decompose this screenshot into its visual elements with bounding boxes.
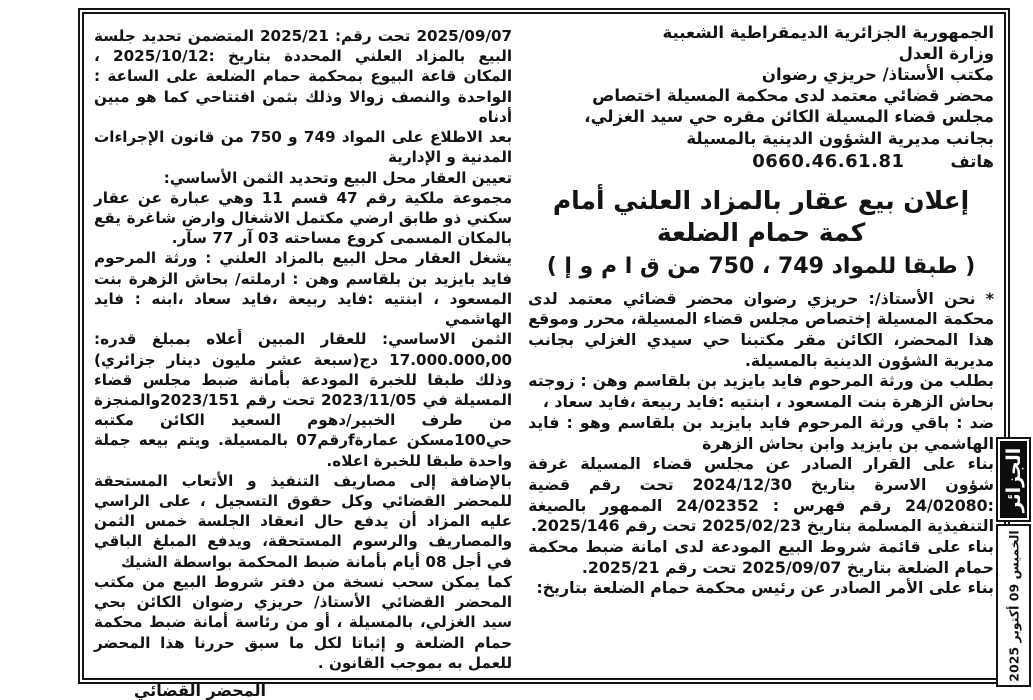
council-line: مجلس قضاء المسيلة الكائن مقره حي سيد الغزلي، xyxy=(584,107,994,127)
paragraph-base-price: الثمن الاساسي: للعقار المبين أعلاه بمبلغ قدره: 17.000.000,00 دج(سبعة عشر مليون دينار جزائري) وذلك طبقا للخبرة المودعة بأمانة ضبط مجلس قضاء المسيلة في 2023/11/05 تحت رقم 2023/151والمنجزة من طرف الخبير/دهوم السعيد الكائن مكتبه حي100مسكن عمارةfرقم07 بالمسيلة. ويتم بيعه جملة واحدة طبقا للخبرة اعلاه. xyxy=(94,330,513,470)
newspaper-logo-text: الجزائر xyxy=(1002,447,1025,512)
signature-judicial-officer: المحضر القضائي xyxy=(134,681,267,700)
paragraph-sale-conditions-list: بناء على قائمة شروط البيع المودعة لدى امانة ضبط محكمة حمام الضلعة بتاريخ 2025/09/07 تحت رقم 2025/21. xyxy=(528,536,994,577)
notice-title: إعلان بيع عقار بالمزاد العلني أمام كمة حمام الضلعة xyxy=(552,185,970,248)
notice-subtitle-articles: ( طبقا للمواد 749 ، 750 من ق ا م و إ ) xyxy=(546,253,976,279)
ministry-line: وزارة العدل xyxy=(898,44,994,64)
paragraph-fees-payment: بالإضافة إلى مصاريف التنفيذ و الأتعاب المستحقة للمحضر القضائي وكل حقوق التسجيل ، على الراسي عليه المزاد أن يدفع حال انعقاد الجلسة خمس الثمن والمصاريف والرسوم المستحقة، ويدفع المبلغ الباقي في أجل 08 أيام بأمانة ضبط المحكمة بواسطة الشيك xyxy=(94,471,513,571)
office-letterhead xyxy=(528,22,994,173)
paragraph-articles-reference: بعد الاطلاع على المواد 749 و 750 من قانون الإجراءات المدنية و الإدارية xyxy=(94,128,513,167)
paragraph-property-description: مجموعة ملكية رقم 47 قسم 11 وهي عبارة عن عقار سكني ذو طابق ارضي مكتمل الاشغال وارض شاغرة يقع بالمكان المسمى كروع مساحته 03 آر 77 سآر. xyxy=(94,188,513,248)
bailiff-line: محضر قضائي معتمد لدى محكمة المسيلة اختصاص xyxy=(592,86,994,106)
newspaper-date-box xyxy=(996,524,1031,687)
paragraph-president-order: بناء على الأمر الصادر عن رئيس محكمة حمام الضلعة بتاريخ: xyxy=(536,578,994,598)
phone-label: هاتف xyxy=(950,151,994,171)
office-line: مكتب الأستاذ/ حريزي رضوان xyxy=(761,65,994,85)
paragraph-court-decision: بناء على القرار الصادر عن مجلس قضاء المسيلة غرفة شؤون الاسرة بتاريخ 2024/12/30 تحت رقم قضية :24/02080 رقم فهرس : 24/02352 الممهور بالصيغة التنفيذية المسلمة بتاريخ 2025/02/23 تحت رقم 2025/146. xyxy=(528,454,994,536)
paragraph-property-designation-heading: تعيين العقار محل البيع وتحديد الثمن الأساسي: xyxy=(163,168,513,187)
phone-row xyxy=(528,150,994,173)
newspaper-date-text: الخميس 09 أكتوبر 2025 xyxy=(1006,529,1021,682)
paragraph-copy-withdrawal: كما يمكن سحب نسخة من دفتر شروط البيع من مكتب المحضر القضائي الأستاذ/ حريزي رضوان الكائن بحي سيد الغزلي، بالمسيلة ، أو من رئاسة أمانة ضبط محكمة حمام الضلعة و إثباتا لكل ما سبق حررنا هذا المحضر للعمل به بموجب القانون . xyxy=(94,572,513,672)
left-column xyxy=(94,22,513,700)
newspaper-logo-box xyxy=(996,437,1031,522)
paragraph-session-date: 2025/09/07 تحت رقم: 2025/21 المتضمن تحديد جلسة البيع بالمزاد العلني المحددة بتاريخ :2025/10/12 ، المكان قاعة البيوع بمحكمة حمام الضلعة على الساعة : الواحدة والنصف زوالا وذلك بثمن افتتاحي كما هو مبين أدناه xyxy=(94,27,513,126)
phone-number: 0660.46.61.81 xyxy=(752,150,905,172)
paragraph-against-heirs: ضد : باقي ورثة المرحوم فايد بايزيد بن بلقاسم وهو : فايد الهاشمي بن بايزيد وابن بحاش الزهرة xyxy=(528,412,994,453)
paragraph-requesting-heirs: بطلب من ورثة المرحوم فايد بايزيد بن بلقاسم وهن : زوجته بحاش الزهرة بنت المسعود ، ابنتيه :فايد ربيعة ،فايد سعاد ، xyxy=(528,371,994,412)
two-column-layout xyxy=(94,22,994,700)
paragraph-bailiff-intro: * نحن الأستاذ/: حريزي رضوان محضر قضائي معتمد لدى محكمة المسيلة إختصاص مجلس قضاء المسيلة، محرر وموقع هذا المحضر، الكائن مقر مكتبنا حي سيدي الغزلي بجانب مديرية الشؤون الدينية بالمسيلة. xyxy=(528,288,994,370)
republic-line: الجمهورية الجزائرية الديمقراطية الشعبية xyxy=(662,23,994,42)
paragraph-occupants: يشغل العقار محل البيع بالمزاد العلني : ورثة المرحوم فايد بايزيد بن بلقاسم وهن : ارملته/ بحاش الزهرة بنت المسعود ، ابنتيه :فايد ربيعة ،فايد سعاد ،ابنه : فايد الهاشمي xyxy=(94,249,513,329)
address-line: بجانب مديرية الشؤون الدينية بالمسيلة xyxy=(686,128,994,148)
legal-notice-document xyxy=(78,8,1010,700)
right-column xyxy=(528,22,994,678)
